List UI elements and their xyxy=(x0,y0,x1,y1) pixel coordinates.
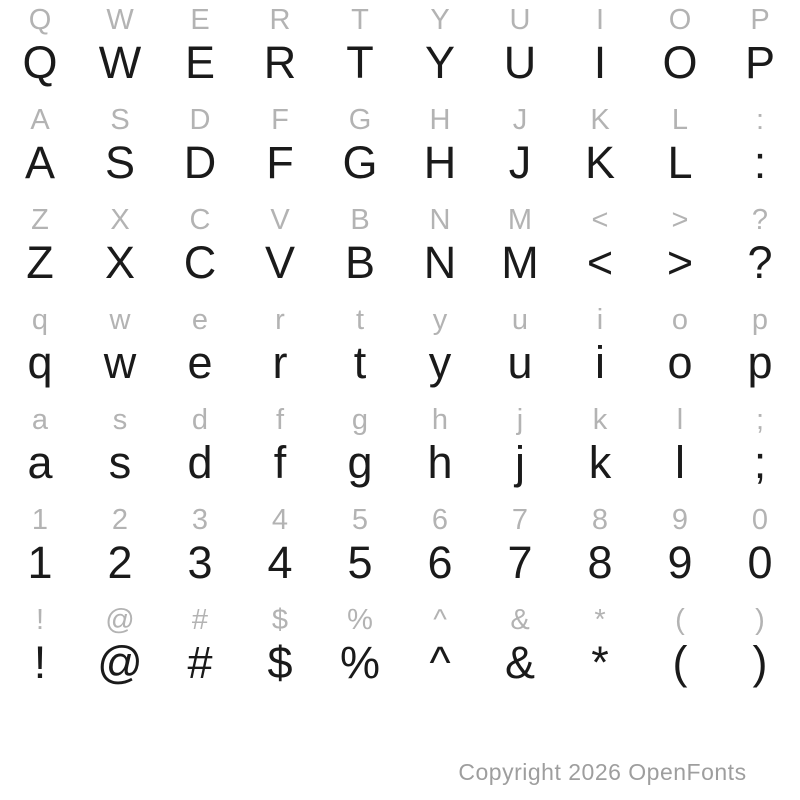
specimen-glyph: > xyxy=(666,237,694,288)
ghost-glyph: 1 xyxy=(31,504,49,536)
specimen-glyph: 5 xyxy=(347,537,373,588)
specimen-glyph: X xyxy=(104,237,135,288)
ghost-glyph: s xyxy=(112,404,128,436)
specimen-glyph: # xyxy=(187,637,213,688)
specimen-glyph: l xyxy=(675,437,685,488)
specimen-glyph: 2 xyxy=(107,537,133,588)
ghost-glyph: j xyxy=(516,404,524,436)
specimen-glyph: V xyxy=(264,237,295,288)
specimen-glyph: * xyxy=(591,637,609,688)
ghost-uppercase-home-row xyxy=(0,100,800,140)
ghost-glyph: B xyxy=(350,204,370,236)
ghost-glyph: J xyxy=(512,104,528,136)
specimen-glyph: $ xyxy=(267,637,293,688)
glyph-group-uppercase-home-row xyxy=(0,100,800,200)
specimen-glyph: r xyxy=(272,337,288,388)
specimen-glyph: 1 xyxy=(27,537,53,588)
ghost-glyph: a xyxy=(31,404,49,436)
ghost-glyph: < xyxy=(591,204,609,236)
ghost-glyph: ( xyxy=(675,604,685,636)
ghost-glyph: & xyxy=(510,604,530,636)
specimen-glyph: i xyxy=(595,337,605,388)
specimen-glyph: Z xyxy=(26,237,54,288)
ghost-glyph: # xyxy=(191,604,209,636)
specimen-glyph: B xyxy=(344,237,375,288)
specimen-glyph: Y xyxy=(424,37,455,88)
ghost-glyph: 7 xyxy=(511,504,529,536)
specimen-glyph: 0 xyxy=(747,537,773,588)
specimen-glyph: ; xyxy=(753,437,767,488)
specimen-glyph: q xyxy=(27,337,53,388)
ghost-glyph: 5 xyxy=(351,504,369,536)
ghost-uppercase-bottom-row xyxy=(0,200,800,240)
ghost-glyph: W xyxy=(106,4,134,36)
specimen-lowercase-home-row xyxy=(0,437,800,488)
specimen-glyph: d xyxy=(187,437,213,488)
glyph-group-uppercase-top-row xyxy=(0,0,800,100)
specimen-glyph: G xyxy=(342,137,378,188)
ghost-glyph: d xyxy=(191,404,209,436)
specimen-glyph: & xyxy=(504,637,535,688)
specimen-glyph: C xyxy=(183,237,217,288)
specimen-glyph: t xyxy=(353,337,367,388)
specimen-glyph: U xyxy=(503,37,537,88)
specimen-glyph: 7 xyxy=(507,537,533,588)
specimen-glyph: y xyxy=(428,337,452,388)
specimen-glyph: h xyxy=(427,437,453,488)
ghost-glyph: C xyxy=(189,204,211,236)
specimen-glyph: k xyxy=(588,437,612,488)
glyph-group-lowercase-home-row xyxy=(0,400,800,500)
ghost-glyph: @ xyxy=(105,604,135,636)
ghost-glyph: f xyxy=(275,404,285,436)
ghost-glyph: q xyxy=(31,304,49,336)
ghost-glyph: g xyxy=(351,404,369,436)
ghost-glyph: y xyxy=(432,304,448,336)
specimen-glyph: % xyxy=(339,637,380,688)
specimen-glyph: w xyxy=(103,337,137,388)
specimen-uppercase-bottom-row xyxy=(0,237,800,288)
ghost-glyph: Z xyxy=(31,204,49,236)
specimen-lowercase-top-row xyxy=(0,337,800,388)
ghost-glyph: 8 xyxy=(591,504,609,536)
specimen-glyph: u xyxy=(507,337,533,388)
specimen-glyph: R xyxy=(263,37,297,88)
specimen-glyph: O xyxy=(662,37,698,88)
ghost-glyph: ^ xyxy=(433,604,447,636)
specimen-glyph: F xyxy=(266,137,294,188)
ghost-uppercase-top-row xyxy=(0,0,800,40)
specimen-glyph: H xyxy=(423,137,457,188)
specimen-glyph: J xyxy=(508,137,532,188)
specimen-glyph: W xyxy=(98,37,142,88)
specimen-glyph: 6 xyxy=(427,537,453,588)
ghost-glyph: p xyxy=(751,304,769,336)
ghost-glyph: > xyxy=(671,204,689,236)
specimen-uppercase-home-row xyxy=(0,137,800,188)
specimen-glyph: ( xyxy=(672,637,688,688)
specimen-glyph: A xyxy=(24,137,55,188)
ghost-glyph: i xyxy=(596,304,604,336)
specimen-glyph: : xyxy=(753,137,767,188)
ghost-glyph: N xyxy=(429,204,451,236)
ghost-glyph: 4 xyxy=(271,504,289,536)
ghost-glyph: M xyxy=(507,204,533,236)
specimen-glyph: I xyxy=(593,37,607,88)
specimen-glyph: ! xyxy=(33,637,47,688)
specimen-glyph: K xyxy=(584,137,615,188)
ghost-glyph: D xyxy=(189,104,211,136)
specimen-glyph: o xyxy=(667,337,693,388)
specimen-glyph: 8 xyxy=(587,537,613,588)
specimen-glyph: g xyxy=(347,437,373,488)
ghost-glyph: ; xyxy=(755,404,765,436)
ghost-glyph: t xyxy=(355,304,365,336)
ghost-glyph: 3 xyxy=(191,504,209,536)
ghost-symbols-row xyxy=(0,600,800,640)
ghost-glyph: * xyxy=(594,604,606,636)
specimen-glyph: P xyxy=(744,37,775,88)
ghost-glyph: V xyxy=(270,204,290,236)
ghost-glyph: o xyxy=(671,304,689,336)
ghost-glyph: 0 xyxy=(751,504,769,536)
ghost-glyph: R xyxy=(269,4,291,36)
specimen-glyph: T xyxy=(346,37,374,88)
ghost-glyph: I xyxy=(595,4,605,36)
ghost-glyph: L xyxy=(671,104,689,136)
ghost-glyph: U xyxy=(509,4,531,36)
ghost-glyph: G xyxy=(348,104,372,136)
glyph-group-digits-row xyxy=(0,500,800,600)
ghost-glyph: F xyxy=(271,104,289,136)
ghost-glyph: l xyxy=(676,404,684,436)
ghost-glyph: Y xyxy=(430,4,450,36)
ghost-glyph: Q xyxy=(28,4,52,36)
specimen-glyph: f xyxy=(273,437,287,488)
ghost-glyph: e xyxy=(191,304,209,336)
specimen-glyph: L xyxy=(667,137,693,188)
ghost-glyph: P xyxy=(750,4,770,36)
copyright-text: Copyright 2026 OpenFonts xyxy=(458,759,747,785)
glyph-group-lowercase-top-row xyxy=(0,300,800,400)
specimen-glyph: E xyxy=(184,37,215,88)
glyph-group-symbols-row xyxy=(0,600,800,700)
ghost-glyph: ! xyxy=(35,604,45,636)
specimen-glyph: a xyxy=(27,437,53,488)
specimen-glyph: 4 xyxy=(267,537,293,588)
ghost-glyph: k xyxy=(592,404,608,436)
ghost-glyph: % xyxy=(347,604,373,636)
ghost-glyph: : xyxy=(755,104,765,136)
specimen-digits-row xyxy=(0,537,800,588)
ghost-glyph: $ xyxy=(271,604,289,636)
specimen-glyph: Q xyxy=(22,37,58,88)
specimen-symbols-row xyxy=(0,637,800,688)
ghost-lowercase-home-row xyxy=(0,400,800,440)
ghost-glyph: u xyxy=(511,304,529,336)
specimen-glyph: ^ xyxy=(429,637,451,688)
specimen-glyph: N xyxy=(423,237,457,288)
ghost-glyph: O xyxy=(668,4,692,36)
ghost-glyph: X xyxy=(110,204,130,236)
specimen-glyph: ) xyxy=(752,637,768,688)
specimen-glyph: 3 xyxy=(187,537,213,588)
specimen-uppercase-top-row xyxy=(0,37,800,88)
specimen-glyph: M xyxy=(501,237,539,288)
specimen-glyph: s xyxy=(108,437,132,488)
specimen-glyph: ? xyxy=(747,237,773,288)
ghost-glyph: w xyxy=(109,304,131,336)
ghost-glyph: S xyxy=(110,104,130,136)
ghost-glyph: H xyxy=(429,104,451,136)
ghost-glyph: 9 xyxy=(671,504,689,536)
ghost-glyph: ? xyxy=(751,204,769,236)
ghost-glyph: K xyxy=(590,104,610,136)
ghost-glyph: 2 xyxy=(111,504,129,536)
ghost-lowercase-top-row xyxy=(0,300,800,340)
ghost-glyph: ) xyxy=(755,604,765,636)
specimen-glyph: < xyxy=(586,237,614,288)
ghost-glyph: 6 xyxy=(431,504,449,536)
ghost-glyph: h xyxy=(431,404,449,436)
ghost-digits-row xyxy=(0,500,800,540)
specimen-glyph: S xyxy=(104,137,135,188)
specimen-glyph: @ xyxy=(97,637,143,688)
ghost-glyph: T xyxy=(351,4,369,36)
specimen-glyph: D xyxy=(183,137,217,188)
ghost-glyph: r xyxy=(275,304,285,336)
specimen-glyph: e xyxy=(187,337,213,388)
specimen-glyph: p xyxy=(747,337,773,388)
ghost-glyph: A xyxy=(30,104,50,136)
glyph-group-uppercase-bottom-row xyxy=(0,200,800,300)
specimen-glyph: j xyxy=(515,437,525,488)
ghost-glyph: E xyxy=(190,4,210,36)
specimen-glyph: 9 xyxy=(667,537,693,588)
